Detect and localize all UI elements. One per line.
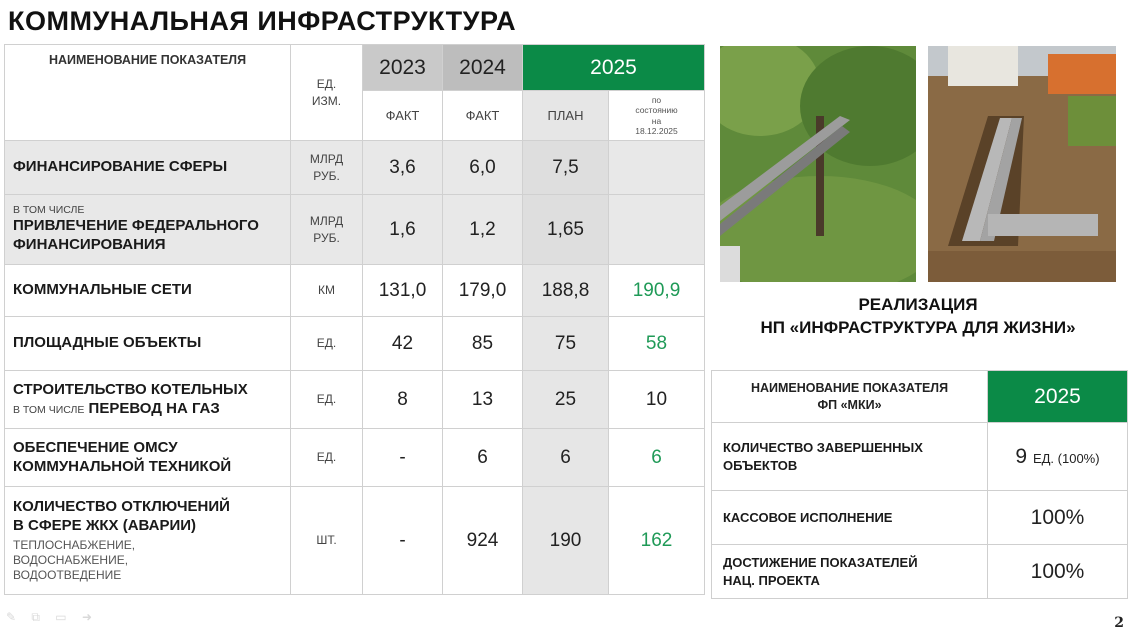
asof-line1: по <box>651 95 662 106</box>
value-2024: 85 <box>443 317 523 371</box>
value-2023: 8 <box>363 371 443 429</box>
mki-row <box>712 545 1128 599</box>
row-name-line1: КОЛИЧЕСТВО ОТКЛЮЧЕНИЙ <box>13 498 230 516</box>
unit-line2: РУБ. <box>313 230 340 245</box>
mki-row <box>712 491 1128 545</box>
page-number: 2 <box>1114 615 1124 631</box>
row-name-line2: ПЕРЕВОД НА ГАЗ <box>88 399 220 417</box>
value-plan-2025: 7,5 <box>523 141 609 195</box>
value-2023: 1,6 <box>363 195 443 265</box>
mki-row-name <box>712 423 988 491</box>
value-2024: 6 <box>443 429 523 487</box>
value-current-2025: 162 <box>609 487 705 595</box>
value-current-2025: 6 <box>609 429 705 487</box>
row-prefix: В ТОМ ЧИСЛЕ <box>13 403 85 416</box>
photo-pipeline-trench <box>928 46 1116 282</box>
mki-header-name <box>712 371 988 423</box>
mki-row-value: 100% <box>988 491 1128 545</box>
table-row <box>5 195 705 265</box>
table-row <box>5 371 705 429</box>
header-unit-line2: ИЗМ. <box>311 93 342 108</box>
mki-value-suffix: ЕД. (100%) <box>1032 450 1100 466</box>
row-unit <box>291 141 363 195</box>
value-plan-2025: 6 <box>523 429 609 487</box>
row-name <box>5 371 291 429</box>
header-year-2023: 2023 <box>363 45 443 91</box>
mki-row-name-line1: КОЛИЧЕСТВО ЗАВЕРШЕННЫХ <box>723 439 923 455</box>
infrastructure-table <box>4 44 705 595</box>
row-unit: ЕД. <box>291 429 363 487</box>
mki-row <box>712 423 1128 491</box>
row-name: КОММУНАЛЬНЫЕ СЕТИ <box>5 265 291 317</box>
value-2024: 13 <box>443 371 523 429</box>
photo-pipeline-forest <box>720 46 916 282</box>
subheader-fact-2024: ФАКТ <box>443 91 523 141</box>
value-current-2025: 58 <box>609 317 705 371</box>
value-current-2025 <box>609 141 705 195</box>
table-row <box>5 487 705 595</box>
sublabel-line2: ВОДОСНАБЖЕНИЕ, <box>13 552 129 567</box>
table-row <box>5 141 705 195</box>
pipeline-trench-illustration <box>928 46 1116 282</box>
row-unit: ЕД. <box>291 317 363 371</box>
pipeline-forest-illustration <box>720 46 916 282</box>
row-name: ФИНАНСИРОВАНИЕ СФЕРЫ <box>5 141 291 195</box>
row-unit: ШТ. <box>291 487 363 595</box>
unit-line1: МЛРД <box>309 214 344 229</box>
header-year-2025: 2025 <box>523 45 705 91</box>
header-unit <box>291 45 363 141</box>
header-year-2024: 2024 <box>443 45 523 91</box>
row-name-line1: ПРИВЛЕЧЕНИЕ ФЕДЕРАЛЬНОГО <box>13 217 259 235</box>
header-indicator-name: НАИМЕНОВАНИЕ ПОКАЗАТЕЛЯ <box>5 45 291 141</box>
table-header-row <box>5 45 705 91</box>
mki-table <box>711 370 1128 599</box>
subheader-fact-2023: ФАКТ <box>363 91 443 141</box>
row-name-line1: СТРОИТЕЛЬСТВО КОТЕЛЬНЫХ <box>13 380 248 398</box>
value-plan-2025: 75 <box>523 317 609 371</box>
value-plan-2025: 25 <box>523 371 609 429</box>
unit-line2: РУБ. <box>313 168 340 183</box>
value-2023: 3,6 <box>363 141 443 195</box>
value-current-2025: 10 <box>609 371 705 429</box>
mki-row-value: 100% <box>988 545 1128 599</box>
realization-title <box>712 294 1124 340</box>
value-current-2025: 190,9 <box>609 265 705 317</box>
mki-row-value <box>988 423 1128 491</box>
row-name-line2: КОММУНАЛЬНОЙ ТЕХНИКОЙ <box>13 457 232 475</box>
row-name-line2: ФИНАНСИРОВАНИЯ <box>13 236 166 254</box>
realization-line1: РЕАЛИЗАЦИЯ <box>858 295 978 314</box>
mki-row-name-line2: ОБЪЕКТОВ <box>723 457 798 473</box>
mki-header-row <box>712 371 1128 423</box>
value-plan-2025: 188,8 <box>523 265 609 317</box>
value-2023: - <box>363 487 443 595</box>
sublabel-line1: ТЕПЛОСНАБЖЕНИЕ, <box>13 537 136 552</box>
value-2023: 42 <box>363 317 443 371</box>
row-unit: ЕД. <box>291 371 363 429</box>
slide-title: КОММУНАЛЬНАЯ ИНФРАСТРУКТУРА <box>8 6 517 36</box>
row-name-line2: В СФЕРЕ ЖКХ (АВАРИИ) <box>13 517 197 534</box>
sublabel-line3: ВОДООТВЕДЕНИЕ <box>13 567 122 582</box>
mki-row-name: КАССОВОЕ ИСПОЛНЕНИЕ <box>712 491 988 545</box>
row-unit: КМ <box>291 265 363 317</box>
row-name <box>5 195 291 265</box>
asof-line2: состоянию <box>635 105 678 116</box>
mki-row-name <box>712 545 988 599</box>
row-sublabel <box>13 538 290 583</box>
row-name-line1: ОБЕСПЕЧЕНИЕ ОМСУ <box>13 438 178 456</box>
subheader-plan-2025: ПЛАН <box>523 91 609 141</box>
value-2024: 1,2 <box>443 195 523 265</box>
unit-line1: МЛРД <box>309 152 344 167</box>
row-unit <box>291 195 363 265</box>
value-current-2025 <box>609 195 705 265</box>
table-row <box>5 317 705 371</box>
value-2024: 179,0 <box>443 265 523 317</box>
row-name <box>5 487 291 595</box>
value-2023: - <box>363 429 443 487</box>
row-name: ПЛОЩАДНЫЕ ОБЪЕКТЫ <box>5 317 291 371</box>
row-prefix: В ТОМ ЧИСЛЕ <box>13 204 85 217</box>
asof-line3: на <box>651 115 662 126</box>
value-2024: 924 <box>443 487 523 595</box>
mki-header-line1: НАИМЕНОВАНИЕ ПОКАЗАТЕЛЯ <box>750 380 949 395</box>
header-unit-line1: ЕД. <box>316 77 337 92</box>
mki-row-name-line2: НАЦ. ПРОЕКТА <box>723 572 820 588</box>
realization-line2: НП «ИНФРАСТРУКТУРА ДЛЯ ЖИЗНИ» <box>760 317 1076 337</box>
faded-toolbar-icons: ✎ ⧉ ▭ ➜ <box>6 610 99 624</box>
table-row <box>5 429 705 487</box>
asof-line4: 18.12.2025 <box>635 125 678 136</box>
value-plan-2025: 190 <box>523 487 609 595</box>
value-2024: 6,0 <box>443 141 523 195</box>
mki-header-year: 2025 <box>988 371 1128 423</box>
row-name <box>5 429 291 487</box>
value-2023: 131,0 <box>363 265 443 317</box>
subheader-as-of-date <box>609 91 705 141</box>
mki-header-line2: ФП «МКИ» <box>817 397 882 412</box>
mki-value-number: 9 <box>1015 444 1028 468</box>
table-row <box>5 265 705 317</box>
value-plan-2025: 1,65 <box>523 195 609 265</box>
mki-row-name-line1: ДОСТИЖЕНИЕ ПОКАЗАТЕЛЕЙ <box>723 554 918 570</box>
